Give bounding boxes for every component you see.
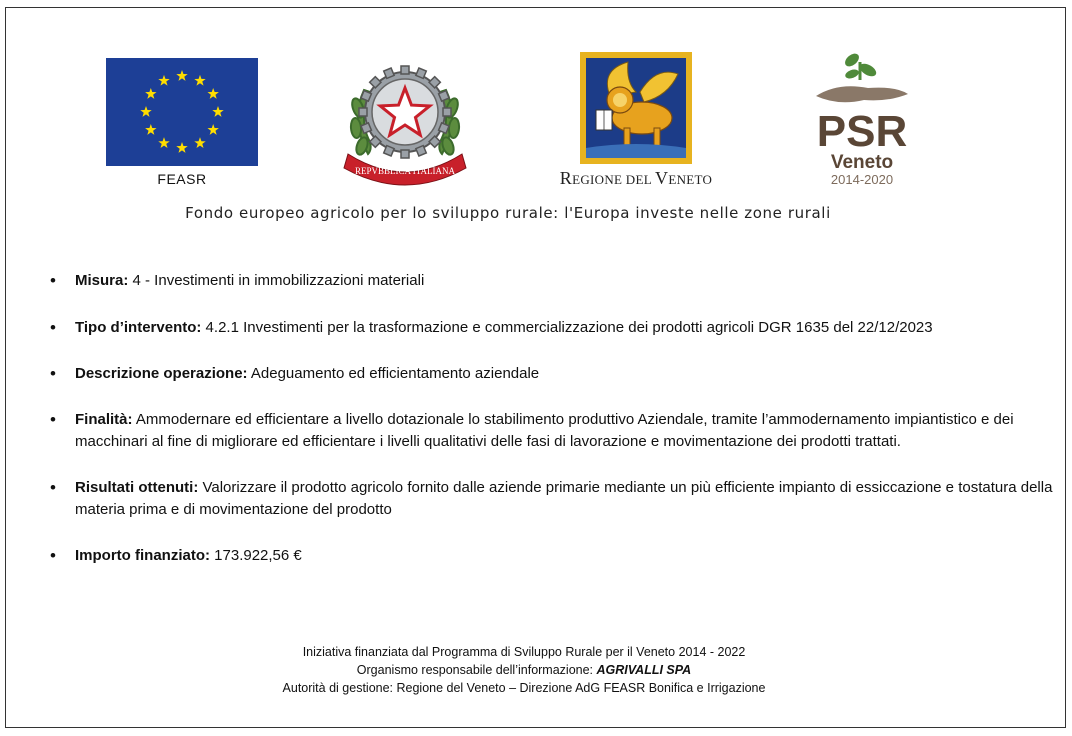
psr-veneto-text: Veneto xyxy=(830,152,894,173)
cog-tooth-icon xyxy=(401,66,409,74)
item-label: Tipo d’intervento: xyxy=(75,319,202,336)
psr-veneto-logo xyxy=(808,48,916,190)
cog-tooth-icon xyxy=(401,150,409,158)
organization-name: AGRIVALLI SPA xyxy=(596,663,692,677)
footer xyxy=(0,643,1048,697)
item-label: Descrizione operazione: xyxy=(75,365,248,382)
republic-ribbon-text: REPVBBLICA ITALIANA xyxy=(354,166,456,176)
list-item-finalita xyxy=(50,409,1062,453)
item-text: Ammodernare ed efficientare a livello dotazionale lo stabilimento produttivo Aziendale, tramite l’ammodernamento impiantistico e dei macchinari al fine di migliorare ed efficientare i livelli qualitativi delle fasi di lavorazione e movimentazione dei prodotti trattati. xyxy=(75,411,1014,450)
logo-bar xyxy=(0,0,1072,200)
footer-line-3: Autorità di gestione: Regione del Veneto – Direzione AdG FEASR Bonifica e Irrigazione xyxy=(282,681,766,695)
cog-tooth-icon xyxy=(359,108,367,116)
item-label: Risultati ottenuti: xyxy=(75,479,199,496)
item-text: 4.2.1 Investimenti per la trasformazione e commercializzazione dei prodotti agricoli DGR 1635 del 22/12/2023 xyxy=(201,319,933,336)
eu-flag-logo xyxy=(106,58,258,166)
psr-years-text: 2014-2020 xyxy=(830,172,894,187)
cog-tooth-icon xyxy=(443,108,451,116)
list-item-descrizione xyxy=(50,363,1062,385)
item-label: Misura: xyxy=(75,272,129,289)
item-label: Importo finanziato: xyxy=(75,547,210,564)
list-item-misura xyxy=(50,270,1062,292)
footer-line-1: Iniziativa finanziata dal Programma di Sviluppo Rurale per il Veneto 2014 - 2022 xyxy=(302,645,746,659)
item-text: Adeguamento ed efficientamento aziendale xyxy=(247,365,540,382)
psr-big-text: PSR xyxy=(816,107,908,156)
footer-line-2: Organismo responsabile dell’informazione: AGRIVALLI SPA xyxy=(356,663,692,677)
list-item-importo xyxy=(50,545,1062,567)
regione-veneto-label: REGIONE DEL VENETO xyxy=(559,168,713,188)
item-text: Valorizzare il prodotto agricolo fornito dalle aziende primarie mediante un più efficiente impianto di essiccazione e tostatura della materia prima e di movimentazione del prodotto xyxy=(75,479,1053,518)
italian-republic-emblem xyxy=(342,50,468,186)
list-item-tipo-intervento xyxy=(50,317,1062,339)
item-text: 4 - Investimenti in immobilizzazioni materiali xyxy=(128,272,425,289)
info-list xyxy=(50,270,1062,567)
regione-veneto-lion-logo xyxy=(580,52,692,164)
tagline: Fondo europeo agricolo per lo sviluppo rurale: l'Europa investe nelle zone rurali xyxy=(185,204,831,222)
item-label: Finalità: xyxy=(75,411,133,428)
list-item-risultati xyxy=(50,477,1062,521)
feasr-label: FEASR xyxy=(157,171,207,187)
item-text: 173.922,56 € xyxy=(210,547,302,564)
